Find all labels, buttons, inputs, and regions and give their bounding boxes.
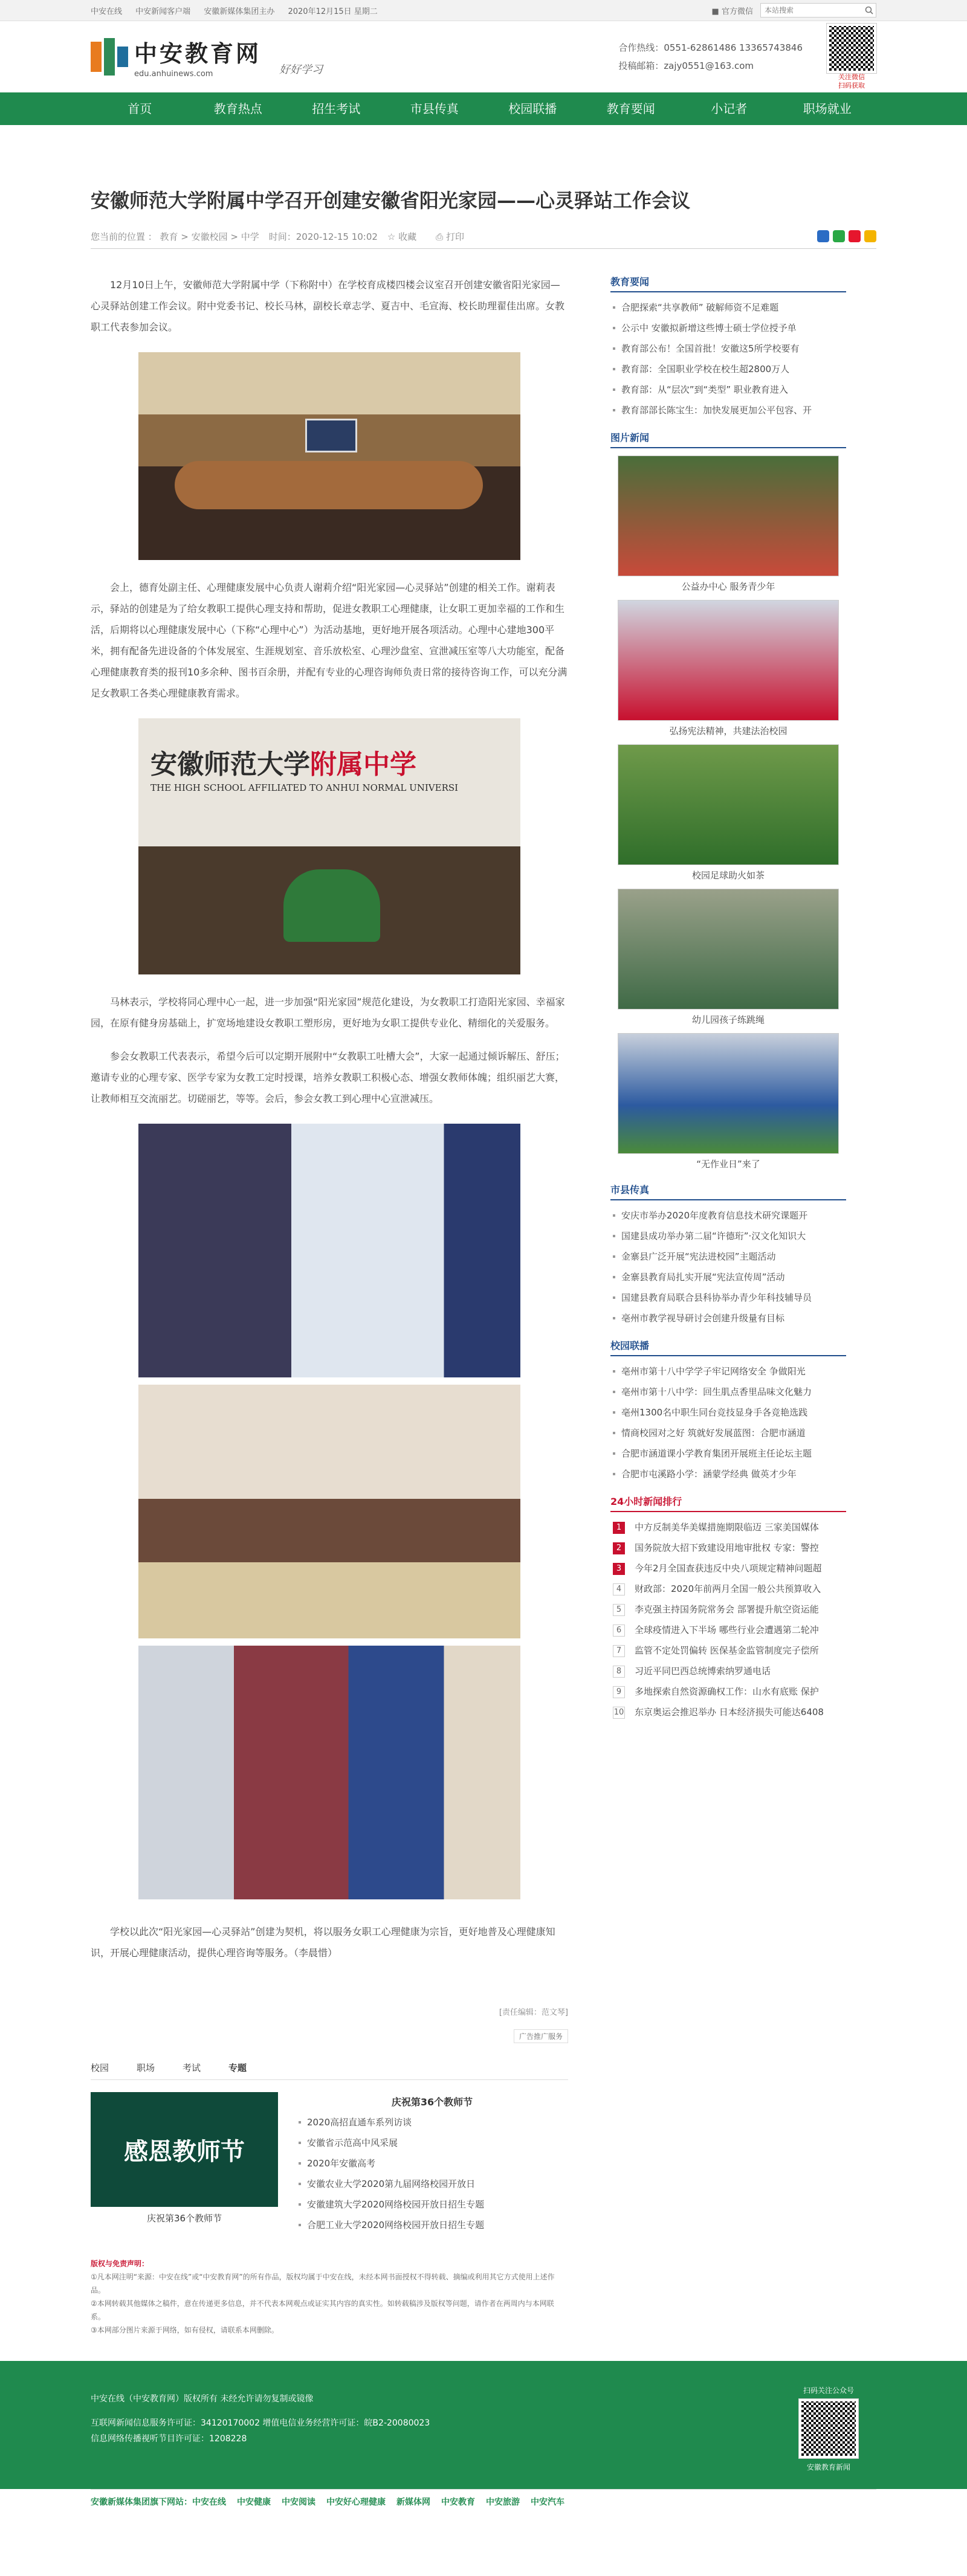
special-topic-list: [296, 2112, 568, 2235]
bottom-tabs: [91, 2055, 568, 2080]
disclaimer: [91, 2257, 568, 2337]
sidebar-city-item[interactable]: 国建县教育局联合县科协举办青少年科技辅导员: [610, 1287, 846, 1308]
article-body: [91, 249, 568, 2337]
partner-link[interactable]: 中安健康: [237, 2497, 271, 2507]
special-topic-title[interactable]: 庆祝第36个教师节: [391, 2096, 473, 2108]
favorite-button[interactable]: ☆ 收藏: [387, 231, 417, 242]
sidebar-news-item[interactable]: 教育部公布！全国首批！安徽这5所学校要有: [610, 338, 846, 359]
publish-time: 时间：2020-12-15 10:02: [268, 231, 378, 242]
sidebar-city-item[interactable]: 国建县成功举办第二届“许德珩”·汉文化知识大: [610, 1226, 846, 1246]
tab-special[interactable]: 专题: [228, 2062, 247, 2073]
article-paragraph: 学校以此次“阳光家园—心灵驿站”创建为契机，将以服务女职工心理健康为宗旨，更好地普及心理健康知识，开展心理健康活动，提供心理咨询等服务。（李晨惜）: [91, 1926, 555, 1959]
official-wechat-link[interactable]: ■ 官方微信: [711, 7, 753, 16]
sidebar-city-item[interactable]: 金寨县教育局扎实开展“宪法宣传周”活动: [610, 1267, 846, 1287]
sidebar-city-list: [610, 1205, 846, 1328]
photo-banner-red-text: 附属中学: [310, 749, 416, 780]
partner-link[interactable]: 中安好心理健康: [326, 2497, 386, 2507]
relaxation-room-photo: [138, 1646, 520, 1899]
article-paragraph: 会上，德育处副主任、心理健康发展中心负责人谢莉介绍“阳光家园—心灵驿站”创建的相关工作。谢莉表示，驿站的创建是为了给女教职工提供心理支持和帮助，促进女教职工心理健康，让女职工更加幸福的工作和生活，后期将以心理健康发展中心（下称“心理中心”）为活动基地，更好地开展各项活动。心理中心建地300平米，拥有配备先进设备的个体发展室、生涯规划室、音乐放松室、心理沙盘室、宣泄减压室等八大功能室，配备心理健康教育类的报刊10多余种、图书百余册，并配有专业的心理咨询师负责日常的接待咨询工作，可以充分满足女教职工各类心理健康教育需求。: [91, 582, 568, 699]
special-topic-item[interactable]: 安徽省示范高中风采展: [296, 2133, 568, 2153]
sidebar-campus-item[interactable]: 亳州市第十八中学：回生肌点香里品味文化魅力: [610, 1382, 846, 1402]
logo-title: 中安教育网: [134, 40, 262, 67]
site-name[interactable]: 中安在线: [91, 7, 123, 16]
partner-link[interactable]: 中安汽车: [531, 2497, 564, 2507]
rank-item[interactable]: 5 李克强主持国务院常务会 部署提升航空资运能: [610, 1599, 846, 1620]
sidebar: [610, 249, 846, 2337]
sidebar-news-item[interactable]: 教育部部长陈宝生：加快发展更加公平包容、开: [610, 400, 846, 420]
disclaimer-line: ②本网转载其他媒体之稿件，意在传递更多信息，并不代表本网观点或证实其内容的真实性。如转载稿涉及版权等问题，请作者在两周内与本网联系。: [91, 2299, 554, 2321]
sidebar-news-item[interactable]: 教育部：全国职业学校在校生超2800万人: [610, 359, 846, 379]
pic-news-image[interactable]: [618, 889, 839, 1009]
photo-banner-en-text: THE HIGH SCHOOL AFFILIATED TO ANHUI NORMAL UNIVERSI: [150, 782, 459, 793]
partner-link[interactable]: 中安旅游: [486, 2497, 520, 2507]
search-input[interactable]: [761, 5, 862, 15]
rank-item[interactable]: 6 全球疫情进入下半场 哪些行业会遭遇第二轮冲: [610, 1620, 846, 1640]
nav-item-campus[interactable]: 校园联播: [508, 101, 557, 116]
main-nav: [0, 92, 967, 125]
phone-icon: ■: [711, 7, 719, 16]
share-wechat-icon[interactable]: [833, 230, 845, 242]
pic-news-image[interactable]: [618, 600, 839, 721]
disclaimer-title: 版权与免责声明：: [91, 2259, 149, 2268]
rank-item[interactable]: 4 财政部：2020年前两月全国一般公共预算收入: [610, 1579, 846, 1599]
nav-item-home[interactable]: 首页: [128, 101, 152, 116]
rank-item[interactable]: 8 习近平同巴西总统博索纳罗通电话: [610, 1661, 846, 1681]
special-topic-item[interactable]: 合肥工业大学2020网络校园开放日招生专题: [296, 2215, 568, 2235]
contact-info: [618, 39, 803, 75]
sidebar-rank-heading: 24小时新闻排行: [610, 1494, 846, 1512]
sidebar-news-heading: 教育要闻: [610, 274, 846, 292]
photo-banner-text: 安徽师范大学: [150, 749, 310, 780]
disclaimer-line: ①凡本网注明“来源：中安在线”或“中安教育网”的所有作品，版权均属于中安在线，未经本网书面授权不得转载、摘编或利用其它方式使用上述作品。: [91, 2273, 555, 2294]
share-plus-icon[interactable]: [817, 230, 829, 242]
sidebar-campus-list: [610, 1361, 846, 1484]
tab-campus[interactable]: 校园: [91, 2062, 109, 2073]
footer-license: 互联网新闻信息服务许可证：34120170002 增值电信业务经营许可证：皖B2-20080023: [91, 2418, 430, 2428]
qr-code-icon: [827, 24, 876, 73]
nav-item-reporter[interactable]: 小记者: [711, 101, 748, 116]
special-topic-item[interactable]: 安徽农业大学2020第九届网络校园开放日: [296, 2174, 568, 2194]
teachers-day-poster[interactable]: 感恩教师节: [91, 2092, 278, 2207]
footer-qr-label: 安徽教育新闻: [806, 2463, 850, 2471]
sidebar-city-heading: 市县传真: [610, 1182, 846, 1200]
sidebar-city-item[interactable]: 亳州市教学视导研讨会创建升级量有目标: [610, 1308, 846, 1328]
special-topic: [91, 2092, 568, 2235]
date-text: 2020年12月15日 星期二: [288, 7, 378, 16]
header-qr-block: 关注微信 扫码获取: [827, 24, 876, 90]
share-weibo-icon[interactable]: [849, 230, 861, 242]
sidebar-news-item[interactable]: 合肥探索“共享教师” 破解师资不足难题: [610, 297, 846, 318]
rank-item[interactable]: 10 东京奥运会推迟举办 日本经济损失可能达6408: [613, 1707, 824, 1718]
pic-news-image[interactable]: [618, 1033, 839, 1154]
article-area: [91, 185, 876, 2337]
footer-qr-code-icon: [799, 2399, 858, 2458]
special-topic-item[interactable]: 2020高招直通车系列访谈: [296, 2112, 568, 2133]
logo-slogan: 好好学习: [279, 63, 323, 76]
nav-item-career[interactable]: 职场就业: [803, 101, 852, 116]
sidebar-campus-item[interactable]: 情商校园对之好 筑就好发展蓝图：合肥市涵道: [610, 1423, 846, 1443]
top-bar: [0, 0, 967, 21]
footer-license: 信息网络传播视听节目许可证：1208228: [91, 2434, 247, 2444]
article-paragraph: 参会女教职工代表表示，希望今后可以定期开展附中“女教职工吐槽大会”，大家一起通过倾诉解压、舒压；邀请专业的心理专家、医学专家为女教工定时授课，培养女教职工积极心态、增强女教师体魄；组织丽艺大赛，让教师相互交流丽艺。切磋丽艺，等等。会后，参会女教工到心理中心宣泄减压。: [91, 1051, 565, 1104]
sidebar-news-item[interactable]: 教育部：从“层次”到“类型” 职业教育进入: [610, 379, 846, 400]
pic-news-item[interactable]: 公益办中心 服务青少年: [610, 456, 846, 593]
sidebar-campus-item[interactable]: 亳州市第十八中学学子牢记网络安全 争做阳光: [610, 1361, 846, 1382]
nav-item-city[interactable]: 市县传真: [410, 101, 459, 116]
rank-item[interactable]: 3 今年2月全国查获违反中央八项规定精神问题超: [610, 1558, 846, 1579]
site-footer: [0, 2361, 967, 2489]
search-icon[interactable]: [862, 4, 876, 17]
top-link[interactable]: 安徽新媒体集团主办: [204, 7, 275, 16]
sidebar-pics-heading: 图片新闻: [610, 430, 846, 448]
article-title: 安徽师范大学附属中学召开创建安徽省阳光家园——心灵驿站工作会议: [91, 189, 691, 212]
sidebar-news-item[interactable]: 公示中 安徽拟新增这些博士硕士学位授予单: [610, 318, 846, 338]
rank-item[interactable]: 2 国务院放大招下致建设用地审批权 专家：警控: [610, 1538, 846, 1558]
leaders-photo: [138, 718, 520, 974]
ad-service-button[interactable]: 广告推广服务: [514, 2029, 568, 2043]
special-topic-item[interactable]: 安徽建筑大学2020网络校园开放日招生专题: [296, 2194, 568, 2215]
editor-label: [责任编辑：范文琴]: [499, 2008, 568, 2017]
breadcrumb[interactable]: 您当前的位置 ： 教育 > 安徽校园 > 中学: [91, 231, 259, 242]
partner-link[interactable]: 中安教育: [441, 2497, 475, 2507]
sidebar-news-list: [610, 297, 846, 420]
rank-item[interactable]: 1 中方反制美华美媒措施期限临迈 三家美国媒体: [610, 1517, 846, 1538]
pic-news-item[interactable]: 校园足球助火如茶: [610, 744, 846, 881]
pic-news-item[interactable]: 幼儿园孩子练跳绳: [610, 889, 846, 1026]
share-bar: [817, 230, 876, 242]
logo-domain: edu.anhuinews.com: [134, 69, 213, 79]
print-button[interactable]: ⎙ 打印: [436, 231, 464, 242]
tab-exam[interactable]: 考试: [183, 2062, 201, 2073]
special-topic-item[interactable]: 2020年安徽高考: [296, 2153, 568, 2174]
contact-email: 投稿邮箱：zajy0551@163.com: [618, 60, 754, 71]
psych-center-photo: [138, 1124, 520, 1377]
article-paragraph: 马林表示，学校将同心理中心一起，进一步加强“阳光家园”规范化建设，为女教职工打造阳光家园、幸福家园，在原有健身房基础上，扩宽场地建设女教职工塑形房，更好地为女职工提供专业化、精细化的关爱服务。: [91, 996, 565, 1029]
sidebar-campus-heading: 校园联播: [610, 1338, 846, 1356]
pic-news-image[interactable]: [618, 744, 839, 865]
nav-item-exam[interactable]: 招生考试: [312, 101, 361, 116]
top-link[interactable]: 中安新闻客户端: [135, 7, 191, 16]
article-paragraph: 12月10日上午，安徽师范大学附属中学（下称附中）在学校育成楼四楼会议室召开创建安徽省阳光家园—心灵驿站创建工作会议。附中党委书记、校长马林，副校长章志学、夏吉中、毛宣海、校长助理翟佳出席。女教职工代表参加会议。: [91, 279, 565, 333]
nav-item-hot[interactable]: 教育热点: [213, 101, 262, 116]
site-header: [0, 21, 967, 92]
hotline: 合作热线：0551-62861486 13365743846: [618, 42, 803, 53]
pic-news-image[interactable]: [618, 456, 839, 576]
footer-qr-label: 扫码关注公众号: [803, 2386, 854, 2395]
partner-link[interactable]: 安徽新媒体集团旗下网站：中安在线: [91, 2497, 226, 2507]
sidebar-city-item[interactable]: 安庆市举办2020年度教育信息技术研究课题开: [610, 1205, 846, 1226]
rank-item[interactable]: 7 监管不定处罚偏转 医保基金监管制度完子偿所: [610, 1640, 846, 1661]
sidebar-campus-item[interactable]: 亳州1300名中职生同台竞技显身手各竞艳选践: [610, 1402, 846, 1423]
pic-news-item[interactable]: “无作业日”来了: [610, 1033, 846, 1170]
sidebar-campus-item[interactable]: 合肥市屯溪路小学：涵蒙学经典 做英才少年: [610, 1464, 846, 1484]
tab-career[interactable]: 职场: [137, 2062, 155, 2073]
footer-copyright: 中安在线（中安教育网）版权所有 未经允许请勿复制或镜像: [91, 2394, 314, 2404]
nav-item-news[interactable]: 教育要闻: [606, 101, 655, 116]
poster-caption: 庆祝第36个教师节: [146, 2213, 222, 2224]
site-logo[interactable]: [91, 35, 323, 79]
rank-item[interactable]: 9 多地探索自然资源确权工作：山水有底账 保护: [610, 1681, 846, 1702]
share-star-icon[interactable]: [864, 230, 876, 242]
sidebar-city-item[interactable]: 金寨县广泛开展“宪法进校园”主题活动: [610, 1246, 846, 1267]
sidebar-campus-item[interactable]: 合肥市涵道课小学教育集团开展班主任论坛主题: [610, 1443, 846, 1464]
partner-link[interactable]: 新媒体网: [396, 2497, 430, 2507]
partner-link[interactable]: 中安阅读: [282, 2497, 315, 2507]
sidebar-rank-list: [610, 1517, 846, 1722]
pic-news-item[interactable]: 弘扬宪法精神，共建法治校园: [610, 600, 846, 737]
article-meta: [91, 224, 876, 249]
top-bar-left: [91, 5, 389, 16]
logo-icon: [91, 38, 128, 76]
search-box: [760, 3, 876, 18]
sandtray-photo: [138, 1385, 520, 1638]
partner-links: [91, 2489, 876, 2514]
meeting-photo: [138, 352, 520, 560]
disclaimer-line: ③本网部分图片来源于网络，如有侵权，请联系本网删除。: [91, 2326, 279, 2334]
